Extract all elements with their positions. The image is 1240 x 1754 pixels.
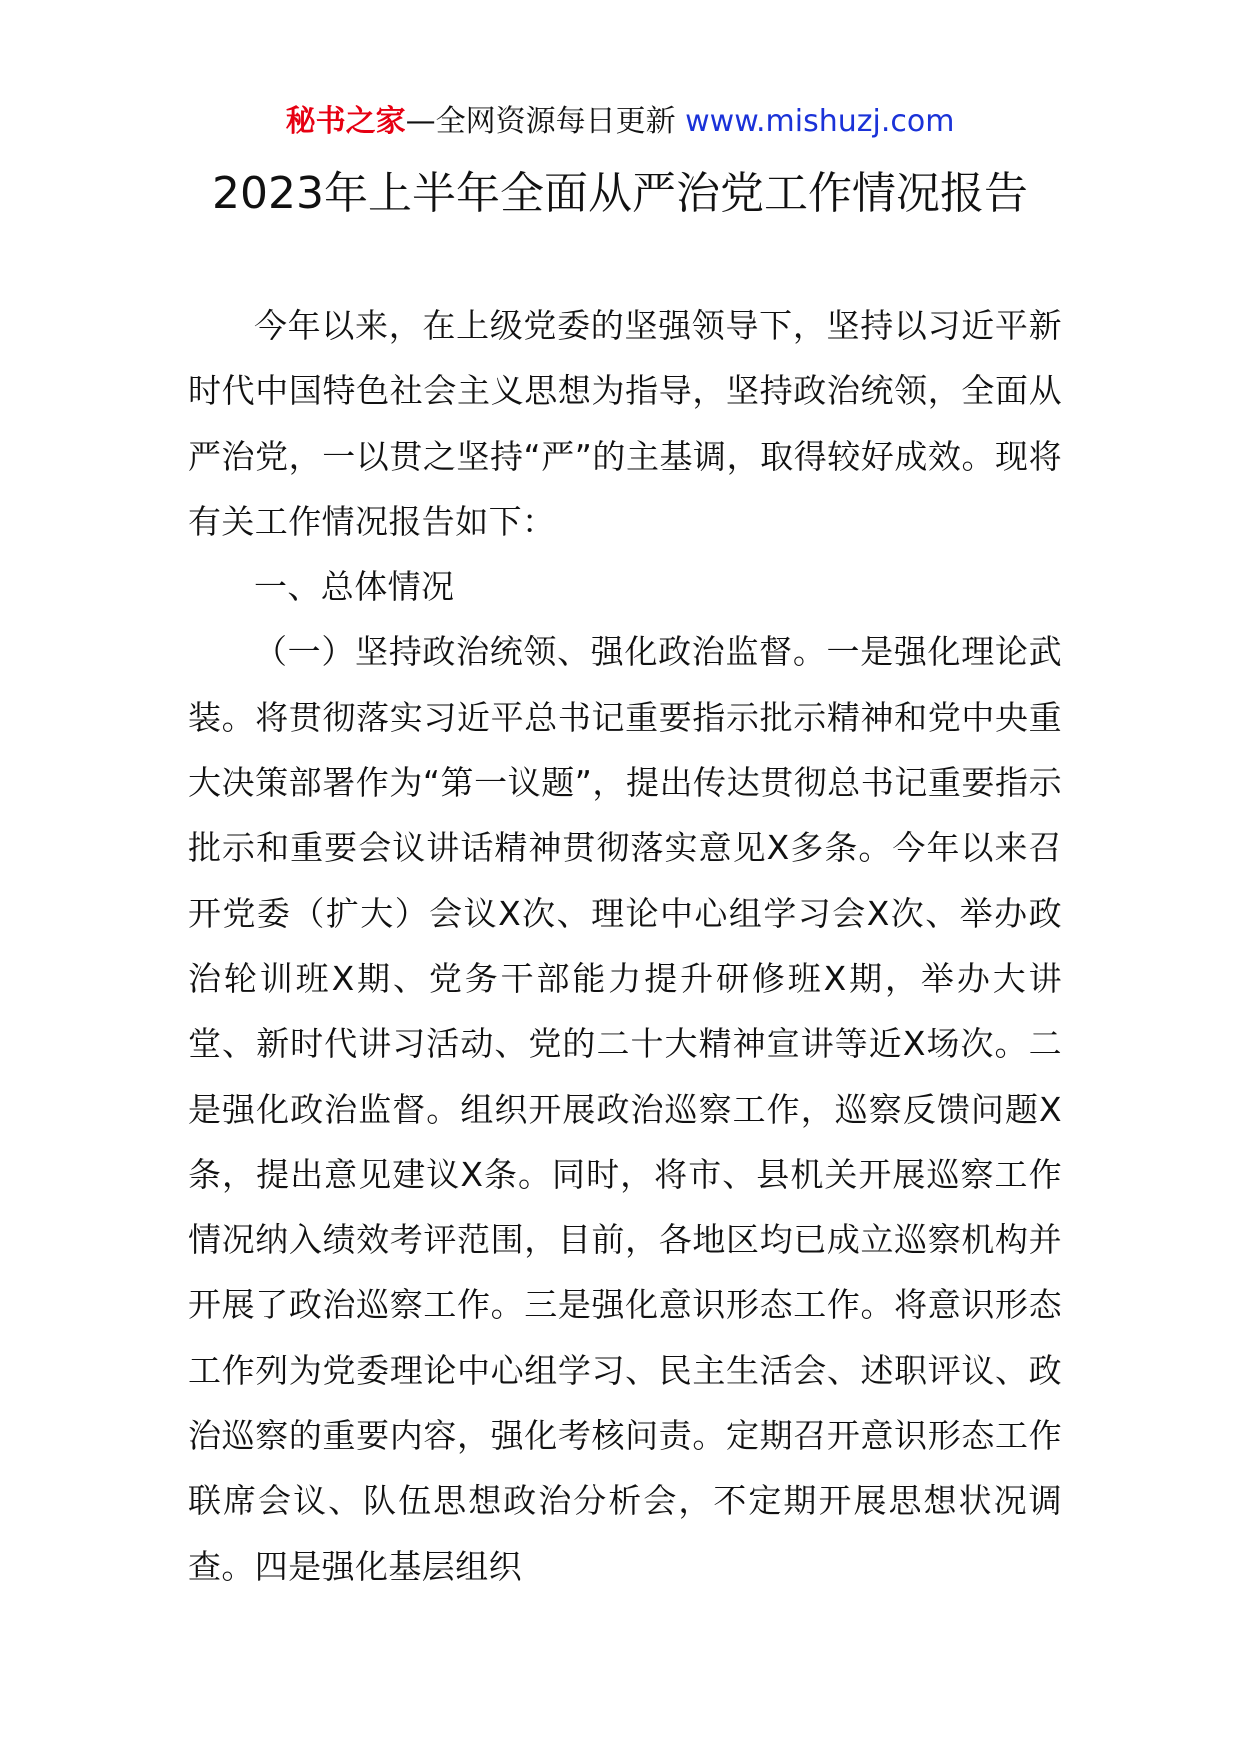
document-body xyxy=(188,293,1062,1599)
section-heading: 一、总体情况 xyxy=(254,567,455,607)
site-tagline: —全网资源每日更新 xyxy=(405,104,676,139)
site-header xyxy=(0,100,1240,144)
intro-paragraph: 今年以来，在上级党委的坚强领导下，坚持以习近平新时代中国特色社会主义思想为指导，坚持政治统领，全面从严治党，一以贯之坚持“严”的主基调，取得较好成效。现将有关工作情况报告如下： xyxy=(188,306,1062,541)
section-paragraph: （一）坚持政治统领、强化政治监督。一是强化理论武装。将贯彻落实习近平总书记重要指示批示精神和党中央重大决策部署作为“第一议题”，提出传达贯彻总书记重要指示批示和重要会议讲话精神贯彻落实意见X多条。今年以来召开党委（扩大）会议X次、理论中心组学习会X次、举办政治轮训班X期、党务干部能力提升研修班X期，举办大讲堂、新时代讲习活动、党的二十大精神宣讲等近X场次。二是强化政治监督。组织开展政治巡察工作，巡察反馈问题X条，提出意见建议X条。同时，将市、县机关开展巡察工作情况纳入绩效考评范围，目前，各地区均已成立巡察机构并开展了政治巡察工作。三是强化意识形态工作。将意识形态工作列为党委理论中心组学习、民主生活会、述职评议、政治巡察的重要内容，强化考核问责。定期召开意识形态工作联席会议、队伍思想政治分析会，不定期开展思想状况调查。四是强化基层组织 xyxy=(188,632,1062,1586)
site-url-link[interactable]: www.mishuzj.com xyxy=(685,104,955,139)
document-title: 2023年上半年全面从严治党工作情况报告 xyxy=(212,168,1028,219)
site-brand: 秘书之家 xyxy=(285,104,406,139)
